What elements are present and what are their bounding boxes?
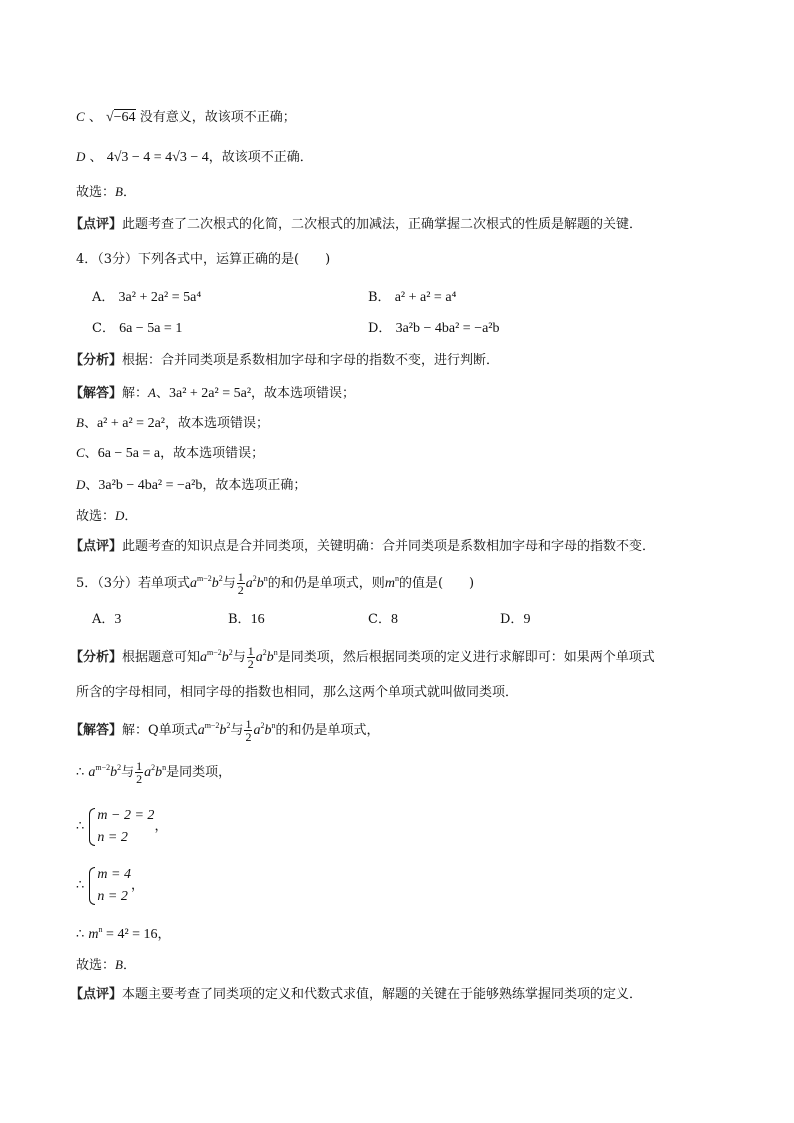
prev-d-expression: 4√3 − 4 = 4√3 − 4 xyxy=(106,150,209,165)
prev-choice: 故选：B． xyxy=(76,184,136,200)
q5-option-d: D．9 xyxy=(500,612,531,627)
monomial-1: $a^{m-2}b^2$ xyxy=(190,574,223,591)
q5-comment: 【点评】本题主要考查了同类项的定义和代数式求值，解题的关键在于能够熟练掌握同类项的定义． xyxy=(70,987,643,1002)
sqrt-expression: √−64 xyxy=(105,110,136,125)
q5-stem: 5．（3分）若单项式$a^{m-2}b^2$与 $\frac{1}{2}$ $a^2b^n$的和仍是单项式，则$m^n$的值是( ) xyxy=(76,570,475,597)
q4-stem: 4．（3分）下列各式中，运算正确的是( ) xyxy=(76,252,331,267)
q4-option-d: D． 3a²b − 4ba² = −a²b xyxy=(368,321,500,336)
q5-choice: 故选：B． xyxy=(76,957,136,973)
comment-tag: 【点评】 xyxy=(70,217,123,232)
q4-option-a: A． 3a² + 2a² = 5a⁴ xyxy=(92,290,202,305)
q4-answer-c: C、6a − 5a = a，故本选项错误； xyxy=(76,445,265,461)
q5-like-terms: ∴ $a^{m-2}b^2$与 $\frac{1}{2}$ $a^2b^n$是同类项， xyxy=(76,759,232,786)
q5-analysis: 【分析】根据题意可知$a^{m-2}b^2$与 $\frac{1}{2}$ $a^2b^n$是同类项，然后根据同类项的定义进行求解即可：如果两个单项式 xyxy=(70,644,655,671)
option-c-label: C xyxy=(76,109,85,124)
q5-option-a: A．3 xyxy=(92,612,122,627)
q5-result: ∴ $m^n = 4^2 = 16$， xyxy=(76,925,171,942)
q4-option-b: B． a² + a² = a⁴ xyxy=(368,290,457,305)
q4-answer-b: B、a² + a² = 2a²，故本选项错误； xyxy=(76,415,270,431)
q4-analysis: 【分析】根据：合并同类项是系数相加字母和字母的指数不变，进行判断． xyxy=(70,353,500,368)
q4-choice: 故选：D． xyxy=(76,508,138,524)
q5-analysis-line2: 所含的字母相同，相同字母的指数也相同，那么这两个单项式就叫做同类项． xyxy=(76,685,519,700)
prev-option-d-line: D 、 4√3 − 4 = 4√3 − 4，故该项不正确． xyxy=(76,149,313,165)
prev-c-text: 没有意义，故该项不正确； xyxy=(139,110,296,125)
monomial-2: $a^2b^n$ xyxy=(245,574,268,591)
fraction-half: $\frac{1}{2}$ xyxy=(237,570,244,597)
q4-answer-d: D、3a²b − 4ba² = −a²b，故本选项正确； xyxy=(76,477,307,493)
q4-answer-a: 【解答】解：A、3a² + 2a² = 5a²，故本选项错误； xyxy=(70,385,356,401)
equation-system: m = 4 n = 2 xyxy=(88,864,131,908)
q5-option-b: B．16 xyxy=(228,612,265,627)
q4-comment: 【点评】此题考查的知识点是合并同类项，关键明确：合并同类项是系数相加字母和字母的指数不变． xyxy=(70,539,656,554)
option-d-label: D xyxy=(76,149,86,164)
prev-option-c-line: C 、 √−64 没有意义，故该项不正确； xyxy=(76,109,296,125)
q5-answer: 【解答】解：Q单项式$a^{m-2}b^2$与 $\frac{1}{2}$ $a^2b^n$的和仍是单项式， xyxy=(70,717,380,744)
q5-system-2: ∴ m = 4 n = 2 ， xyxy=(76,864,144,908)
equation-system: m − 2 = 2 n = 2 xyxy=(88,805,154,849)
prev-comment: 【点评】此题考查了二次根式的化简，二次根式的加减法，正确掌握二次根式的性质是解题的关键． xyxy=(70,217,643,232)
q5-system-1: ∴ m − 2 = 2 n = 2 ， xyxy=(76,805,167,849)
prev-d-text: ，故该项不正确． xyxy=(208,150,313,165)
q4-option-c: C． 6a − 5a = 1 xyxy=(92,321,183,336)
q5-option-c: C．8 xyxy=(368,612,398,627)
